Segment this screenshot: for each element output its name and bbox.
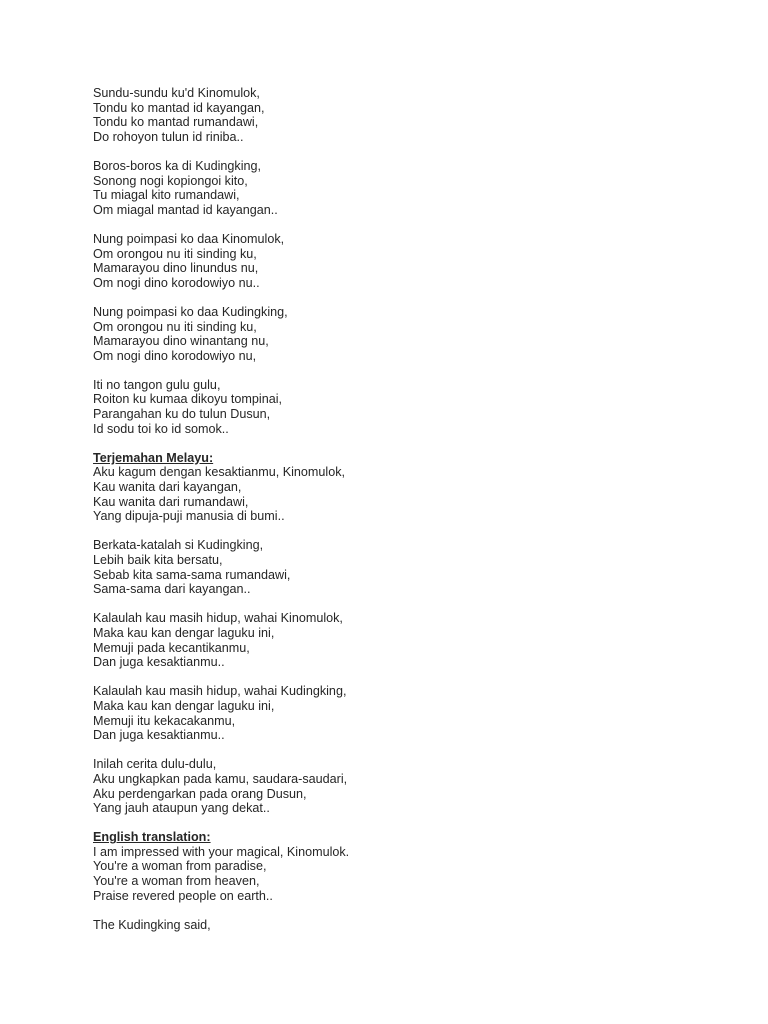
verse-line: Berkata-katalah si Kudingking, bbox=[93, 538, 264, 553]
verse-line: Aku kagum dengan kesaktianmu, Kinomulok, bbox=[93, 465, 346, 480]
verse-line: Tondu ko mantad rumandawi, bbox=[93, 115, 259, 130]
stanza bbox=[93, 159, 713, 217]
verse-line: Dan juga kesaktianmu.. bbox=[93, 728, 225, 743]
verse-line: Mamarayou dino winantang nu, bbox=[93, 334, 269, 349]
verse-line: Aku perdengarkan pada orang Dusun, bbox=[93, 786, 307, 801]
stanza bbox=[93, 232, 713, 290]
verse-line: You're a woman from paradise, bbox=[93, 859, 267, 874]
stanza bbox=[93, 611, 713, 669]
stanza bbox=[93, 451, 713, 524]
verse-line: Praise revered people on earth.. bbox=[93, 888, 273, 903]
verse-line: Iti no tangon gulu gulu, bbox=[93, 377, 221, 392]
verse-line: You're a woman from heaven, bbox=[93, 874, 260, 889]
verse-line: Om miagal mantad id kayangan.. bbox=[93, 202, 278, 217]
verse-line: Kalaulah kau masih hidup, wahai Kudingking, bbox=[93, 684, 347, 699]
verse-line: Kau wanita dari kayangan, bbox=[93, 480, 242, 495]
verse-line: Yang jauh ataupun yang dekat.. bbox=[93, 801, 270, 816]
verse-line: Nung poimpasi ko daa Kinomulok, bbox=[93, 231, 285, 246]
verse-line: Parangahan ku do tulun Dusun, bbox=[93, 407, 271, 422]
poem-section bbox=[93, 451, 713, 816]
verse-line: Om nogi dino korodowiyo nu, bbox=[93, 348, 257, 363]
stanza bbox=[93, 918, 713, 933]
verse-line: Inilah cerita dulu-dulu, bbox=[93, 757, 217, 772]
verse-line: Om orongou nu iti sinding ku, bbox=[93, 319, 257, 334]
stanza bbox=[93, 684, 713, 742]
verse-line: Tu miagal kito rumandawi, bbox=[93, 188, 240, 203]
verse-line: Maka kau kan dengar laguku ini, bbox=[93, 625, 275, 640]
verse-line: Roiton ku kumaa dikoyu tompinai, bbox=[93, 392, 283, 407]
verse-line: Aku ungkapkan pada kamu, saudara-saudari, bbox=[93, 771, 348, 786]
stanza bbox=[93, 830, 713, 903]
stanza bbox=[93, 757, 713, 815]
verse-line: Sebab kita sama-sama rumandawi, bbox=[93, 567, 291, 582]
section-heading: Terjemahan Melayu: bbox=[93, 450, 214, 465]
section-heading: English translation: bbox=[93, 830, 211, 845]
verse-line: Kau wanita dari rumandawi, bbox=[93, 494, 249, 509]
verse-line: Sama-sama dari kayangan.. bbox=[93, 582, 251, 597]
poem-section bbox=[93, 86, 713, 436]
verse-line: Dan juga kesaktianmu.. bbox=[93, 655, 225, 670]
verse-line: Mamarayou dino linundus nu, bbox=[93, 261, 259, 276]
verse-line: Yang dipuja-puji manusia di bumi.. bbox=[93, 509, 285, 524]
verse-line: Nung poimpasi ko daa Kudingking, bbox=[93, 304, 288, 319]
stanza bbox=[93, 538, 713, 596]
verse-line: Tondu ko mantad id kayangan, bbox=[93, 100, 265, 115]
stanza bbox=[93, 378, 713, 436]
verse-line: Memuji itu kekacakanmu, bbox=[93, 713, 236, 728]
verse-line: Kalaulah kau masih hidup, wahai Kinomulok, bbox=[93, 611, 343, 626]
verse-line: Lebih baik kita bersatu, bbox=[93, 553, 223, 567]
verse-line: Sonong nogi kopiongoi kito, bbox=[93, 173, 248, 188]
verse-line: Om nogi dino korodowiyo nu.. bbox=[93, 275, 260, 290]
document-page bbox=[93, 86, 713, 947]
verse-line: Maka kau kan dengar laguku ini, bbox=[93, 698, 275, 713]
verse-line: I am impressed with your magical, Kinomulok. bbox=[93, 844, 350, 859]
verse-line: Do rohoyon tulun id riniba.. bbox=[93, 129, 244, 144]
verse-line: Sundu-sundu ku'd Kinomulok, bbox=[93, 86, 260, 100]
stanza bbox=[93, 305, 713, 363]
verse-line: Memuji pada kecantikanmu, bbox=[93, 640, 250, 655]
poem-section bbox=[93, 830, 713, 932]
verse-line: Id sodu toi ko id somok.. bbox=[93, 421, 229, 436]
stanza bbox=[93, 86, 713, 144]
verse-line: Om orongou nu iti sinding ku, bbox=[93, 246, 257, 261]
verse-line: Boros-boros ka di Kudingking, bbox=[93, 158, 262, 173]
verse-line: The Kudingking said, bbox=[93, 917, 211, 932]
